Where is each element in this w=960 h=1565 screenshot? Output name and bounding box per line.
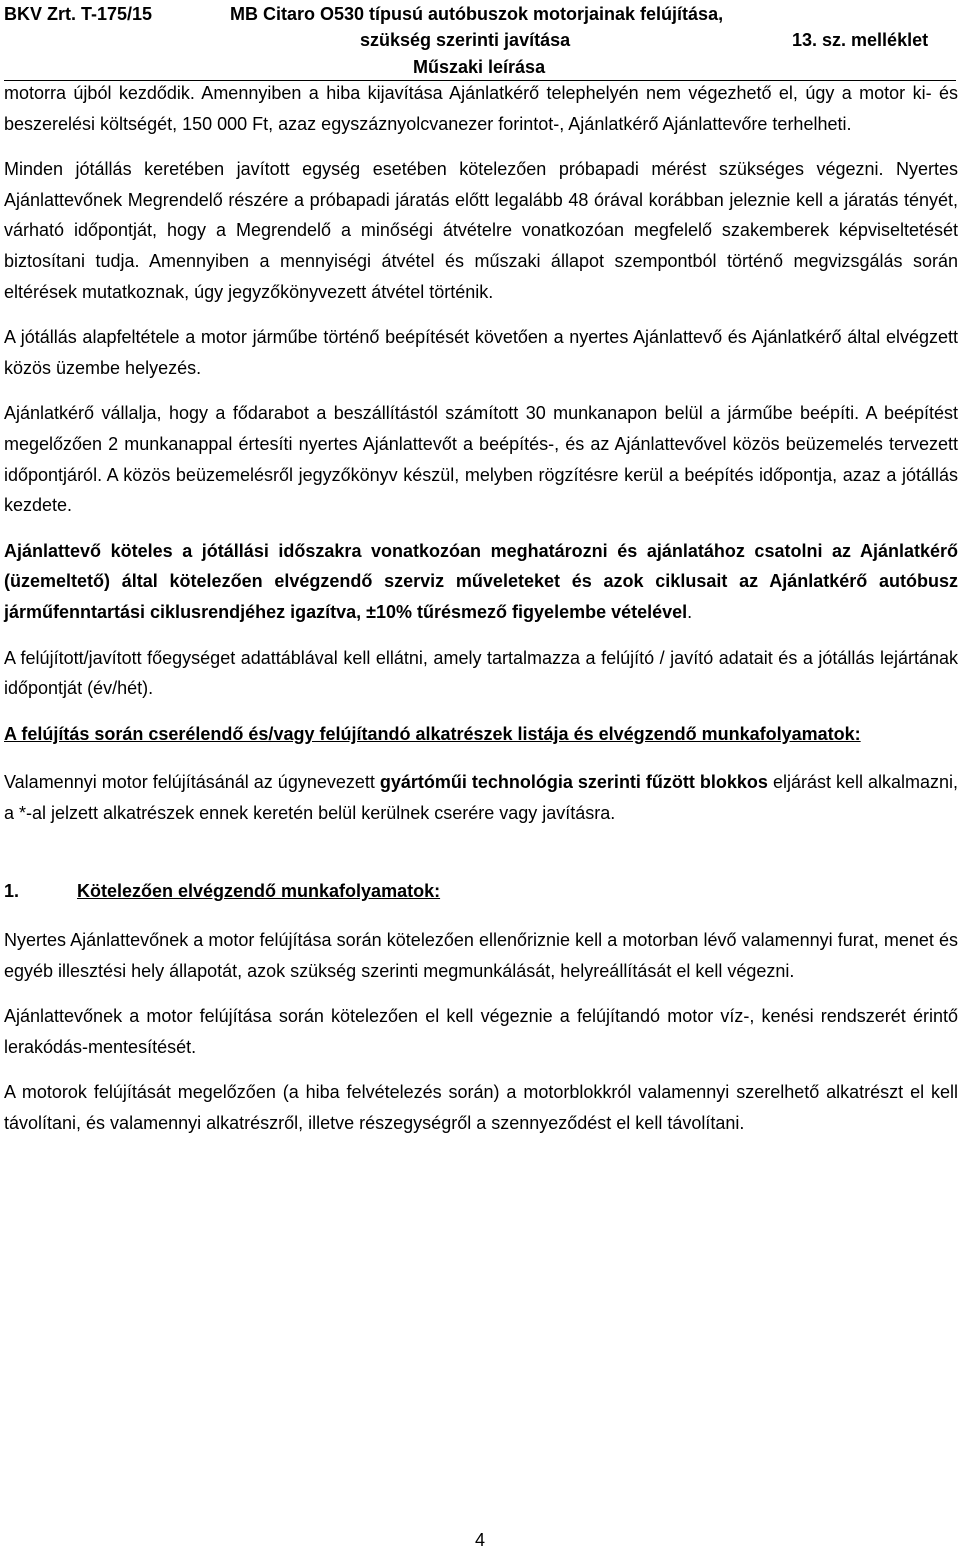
text: .	[687, 601, 693, 622]
paragraph-obligation	[4, 536, 958, 628]
paragraph: Ajánlattevőnek a motor felújítása során kötelezően el kell végeznie a felújítandó motor víz-, kenési rendszerét érintő lerakódás-mentesítését.	[4, 1006, 958, 1057]
section-number: 1.	[4, 881, 20, 902]
page-header	[0, 0, 960, 86]
paragraph-technology	[4, 767, 958, 828]
page-number: 4	[474, 1530, 485, 1550]
section-heading: A felújítás során cserélendő és/vagy felújítandó alkatrészek listája és elvégzendő munkafolyamatok:	[4, 723, 861, 744]
header-title-line1: MB Citaro O530 típusú autóbuszok motorjainak felújítása,	[230, 4, 724, 24]
text: eljárást kell alkalmazni, a *-al jelzett alkatrészek ennek keretén belül kerülnek cserére vagy javításra.	[4, 772, 959, 823]
bold-text: Ajánlattevő köteles a jótállási időszakra vonatkozóan meghatározni és ajánlatához csatolni az Ajánlatkérő (üzemeltető) által kötelezően elvégzendő szerviz műveleteket és azok ciklusait az Ajánlatkérő autóbusz járműfenntartási ciklusrendjéhez igazítva, ±10% tűrésmező figyelembe vételével	[4, 540, 958, 622]
document-id: BKV Zrt. T-175/15	[4, 4, 153, 24]
header-title-line3: Műszaki leírása	[413, 57, 546, 77]
paragraph: A jótállás alapfeltétele a motor járműbe történő beépítését követően a nyertes Ajánlattevő és Ajánlatkérő által elvégzett közös üzembe helyezés.	[4, 327, 958, 378]
paragraph: Minden jótállás keretében javított egység esetében kötelezően próbapadi mérést szükséges végezni. Nyertes Ajánlattevőnek Megrendelő részére a próbapadi járatás előtt legalább 48 órával korábban jeleznie kell a járatás tényét, várható időpontját, hogy a Megrendelő a minőségi átvételre vonatkozóan megfelelő szakemberek képviseltetését biztosítani tudja. Amennyiben a mennyiségi átvétel és műszaki állapot szempontból történő megvizsgálás során eltérések mutatkoznak, úgy jegyzőkönyvezett átvétel történik.	[4, 159, 958, 302]
paragraph: Ajánlatkérő vállalja, hogy a fődarabot a beszállítástól számított 30 munkanapon belül a járműbe beépíti. A beépítést megelőzően 2 munkanappal értesíti nyertes Ajánlattevőt a beépítés-, és az Ajánlattevővel közös beüzemelés tervezett időpontjáról. A közös beüzemelésről jegyzőkönyv készül, melyben rögzítésre kerül a beépítés időpontja, azaz a jótállás kezdete.	[4, 403, 958, 516]
paragraph: motorra újból kezdődik. Amennyiben a hiba kijavítása Ajánlatkérő telephelyén nem végezhető el, úgy a motor ki- és beszerelési költségét, 150 000 Ft, azaz egyszáznyolcvanezer forintot-, Ajánlatkérő Ajánlattevőre terhelheti.	[4, 83, 958, 134]
paragraph: A motorok felújítását megelőzően (a hiba felvételezés során) a motorblokkról valamennyi szerelhető alkatrészt el kell távolítani, és valamennyi alkatrészről, illetve részegységről a szennyeződést el kell távolítani.	[4, 1082, 958, 1134]
paragraph: Nyertes Ajánlattevőnek a motor felújítása során kötelezően ellenőriznie kell a motorban lévő valamennyi furat, menet és egyéb illesztési hely állapotát, azok szükség szerinti megmunkálását, helyreállítását el kell végezni.	[4, 930, 958, 981]
bold-text: gyártóműi technológia szerinti fűzött blokkos	[379, 772, 768, 793]
paragraph: A felújított/javított főegységet adattáblával kell ellátni, amely tartalmazza a felújító / javító adatait és a jótállás lejártának időpontját (év/hét).	[4, 647, 958, 699]
numbered-heading	[4, 876, 958, 907]
header-title-line2: szükség szerinti javítása	[360, 30, 571, 50]
annex-label: 13. sz. melléklet	[792, 30, 929, 50]
text: Valamennyi motor felújításánál az úgynevezett	[4, 772, 380, 793]
document-body	[4, 78, 958, 1139]
section-title: Kötelezően elvégzendő munkafolyamatok:	[77, 881, 441, 902]
